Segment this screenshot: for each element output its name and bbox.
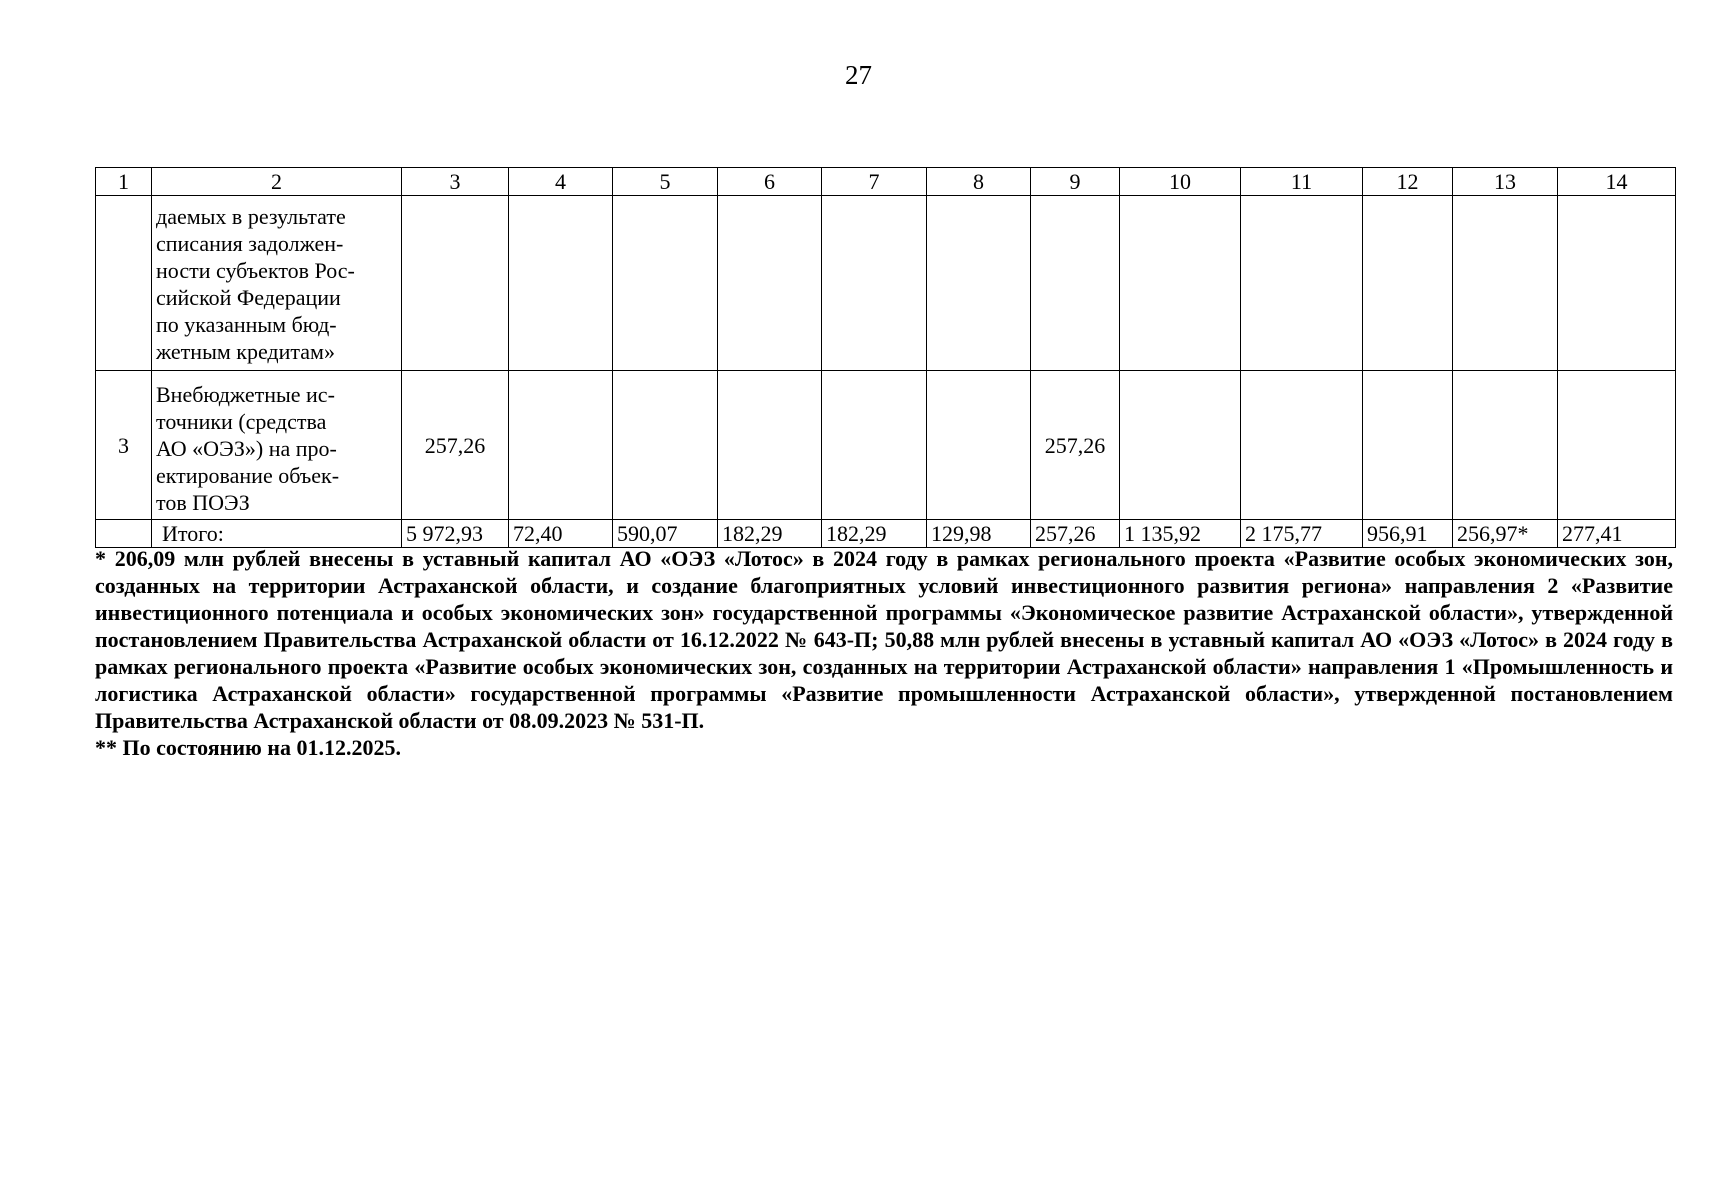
row-number — [96, 196, 152, 371]
row-name-line: АО «ОЭЗ») на про- — [156, 435, 337, 461]
value-cell: 257,26 — [402, 371, 509, 520]
row-name-line: ности субъектов Рос- — [156, 258, 355, 283]
value-cell — [1120, 196, 1241, 371]
value-cell — [927, 196, 1031, 371]
value-cell — [1558, 371, 1676, 520]
total-value: 2 175,77 — [1241, 520, 1363, 548]
total-value: 956,91 — [1363, 520, 1453, 548]
row-name-line: по указанным бюд- — [156, 312, 337, 337]
column-number: 13 — [1453, 168, 1558, 196]
value-cell: 257,26 — [1031, 371, 1120, 520]
footnote: * 206,09 млн рублей внесены в уставный капитал АО «ОЭЗ «Лотос» в 2024 году в рамках регионального проекта «Развитие особых экономических зон, созданных на территории Астраханской области, и создание благоприятных условий инвестиционного развития региона» направления 2 «Развитие инвестиционного потенциала и особых экономических зон» государственной программы «Экономическое развитие Астраханской области», утвержденной постановлением Правительства Астраханской области от 16.12.2022 № 643-П; 50,88 млн рублей внесены в уставный капитал АО «ОЭЗ «Лотос» в 2024 году в рамках регионального проекта «Развитие особых экономических зон, созданных на территории Астраханской области» направления 1 «Промышленность и логистика Астраханской области» государственной программы «Развитие промышленности Астраханской области», утвержденной постановлением Правительства Астраханской области от 08.09.2023 № 531-П. — [95, 546, 1673, 733]
value-cell — [822, 371, 927, 520]
row-name-line: сийской Федерации — [156, 285, 341, 310]
value-cell — [1241, 371, 1363, 520]
row-name-line: списания задолжен- — [156, 231, 344, 256]
value-cell — [1120, 371, 1241, 520]
budget-table — [95, 167, 1676, 548]
column-number: 11 — [1241, 168, 1363, 196]
column-number: 1 — [96, 168, 152, 196]
value-cell — [1453, 196, 1558, 371]
value-cell — [509, 196, 613, 371]
row-name-line: точники (средства — [156, 408, 327, 434]
row-name-line: Внебюджетные ис- — [156, 381, 335, 407]
column-number: 8 — [927, 168, 1031, 196]
row-name-line: жетным кредитам» — [156, 339, 335, 364]
total-value: 182,29 — [718, 520, 822, 548]
value-cell — [509, 371, 613, 520]
value-cell — [718, 196, 822, 371]
total-value: 5 972,93 — [402, 520, 509, 548]
column-number: 3 — [402, 168, 509, 196]
row-number — [96, 520, 152, 548]
value-cell — [1363, 196, 1453, 371]
total-value: 129,98 — [927, 520, 1031, 548]
total-value: 256,97* — [1453, 520, 1558, 548]
column-number-row — [96, 168, 1676, 196]
column-number: 9 — [1031, 168, 1120, 196]
value-cell — [1031, 196, 1120, 371]
value-cell — [1241, 196, 1363, 371]
footnote: ** По состоянию на 01.12.2025. — [95, 735, 401, 760]
value-cell — [1558, 196, 1676, 371]
row-name-line: даемых в результате — [156, 204, 346, 229]
footnotes — [95, 545, 1673, 761]
value-cell — [613, 196, 718, 371]
total-value: 277,41 — [1558, 520, 1676, 548]
value-cell — [613, 371, 718, 520]
table-row — [96, 196, 1676, 371]
row-name — [152, 196, 402, 371]
total-value: 72,40 — [509, 520, 613, 548]
total-value: 257,26 — [1031, 520, 1120, 548]
column-number: 10 — [1120, 168, 1241, 196]
column-number: 14 — [1558, 168, 1676, 196]
column-number: 4 — [509, 168, 613, 196]
column-number: 5 — [613, 168, 718, 196]
value-cell — [927, 371, 1031, 520]
value-cell — [822, 196, 927, 371]
table-row — [96, 371, 1676, 520]
total-value: 1 135,92 — [1120, 520, 1241, 548]
value-cell — [1453, 371, 1558, 520]
column-number: 7 — [822, 168, 927, 196]
row-name-line: тов ПОЭЗ — [156, 489, 250, 515]
page-number: 27 — [845, 60, 872, 90]
value-cell — [718, 371, 822, 520]
row-name-line: ектирование объек- — [156, 462, 340, 488]
row-number: 3 — [96, 371, 152, 520]
total-label: Итого: — [152, 520, 402, 548]
column-number: 6 — [718, 168, 822, 196]
column-number: 12 — [1363, 168, 1453, 196]
value-cell — [402, 196, 509, 371]
row-name — [152, 371, 402, 520]
total-value: 590,07 — [613, 520, 718, 548]
total-row — [96, 520, 1676, 548]
value-cell — [1363, 371, 1453, 520]
total-value: 182,29 — [822, 520, 927, 548]
column-number: 2 — [152, 168, 402, 196]
